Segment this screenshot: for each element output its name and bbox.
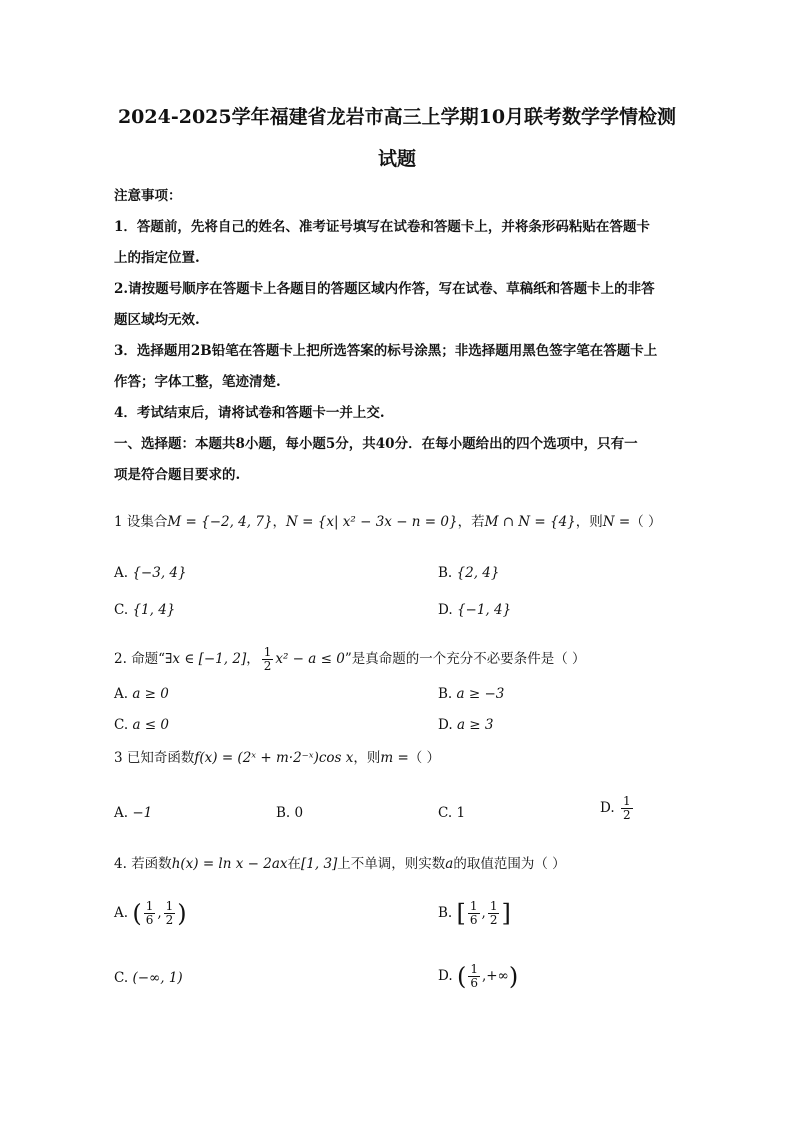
option-d <box>438 600 511 620</box>
bracket: ) <box>177 899 187 928</box>
question-3 <box>114 748 440 768</box>
option-label: C. <box>114 602 129 618</box>
question-text: 已知奇函数 <box>126 750 195 766</box>
notice-item-1a: 1．答题前，先将自己的姓名、准考证号填写在试卷和答题卡上，并将条形码粘贴在答题卡 <box>114 219 650 235</box>
option-b <box>276 803 303 823</box>
question-number: 2. <box>114 651 127 667</box>
condition: M ∩ N = {4} <box>484 514 576 530</box>
option-label: A. <box>114 905 129 921</box>
option-d <box>438 715 493 735</box>
answer-paren: （ ） <box>408 750 441 766</box>
option-value: −1 <box>132 805 153 821</box>
option-c <box>438 803 465 823</box>
option-value: a ≥ −3 <box>456 686 505 702</box>
expr: x² − a ≤ 0 <box>275 651 345 667</box>
set-m: M = {−2, 4, 7} <box>167 514 273 530</box>
option-a <box>114 900 187 927</box>
option-d <box>600 795 635 822</box>
question-number: 3 <box>114 750 123 766</box>
option-value: {−3, 4} <box>132 565 187 581</box>
option-label: B. <box>438 686 453 702</box>
option-label: D. <box>438 717 453 733</box>
question-1 <box>114 512 662 532</box>
expr: h(x) = ln x − 2ax <box>171 856 288 872</box>
fraction: $\frac{1}{2}$ <box>165 899 174 927</box>
question-text: 若函数 <box>131 856 172 872</box>
option-c <box>114 715 169 735</box>
option-value: (−∞, 1) <box>132 970 183 986</box>
question-text: 命题“ <box>131 651 166 667</box>
exam-title-line1: 2024-2025学年福建省龙岩市高三上学期10月联考数学学情检测 <box>117 106 677 128</box>
question-number: 4. <box>114 856 127 872</box>
separator: ,+∞ <box>481 968 509 984</box>
option-value: 1 <box>456 805 466 821</box>
question-text: 在 <box>287 856 301 872</box>
interval: [1, 3] <box>301 856 338 872</box>
question-number: 1 <box>114 514 123 530</box>
fraction: $\frac{1}{2}$ <box>263 645 272 673</box>
option-value: {−1, 4} <box>456 602 512 618</box>
section1-line1: 一、选择题：本题共8小题，每小题5分，共40分．在每小题给出的四个选项中，只有一 <box>114 436 638 452</box>
set-n: N = {x| x² − 3x − n = 0} <box>286 514 458 530</box>
exam-title-line2: 试题 <box>377 148 416 170</box>
section1-line2: 项是符合题目要求的. <box>114 467 241 483</box>
option-label: B. <box>438 565 453 581</box>
question-2 <box>114 646 586 673</box>
fraction: $\frac{1}{6}$ <box>145 899 154 927</box>
option-c <box>114 600 175 620</box>
option-value: {1, 4} <box>132 602 176 618</box>
option-label: D. <box>438 968 453 984</box>
separator: , <box>481 905 486 921</box>
option-c <box>114 968 183 988</box>
bracket: ( <box>456 962 467 991</box>
option-label: C. <box>114 970 129 986</box>
option-value: 0 <box>294 805 304 821</box>
notice-item-3b: 作答；字体工整，笔迹清楚. <box>114 374 281 390</box>
option-label: D. <box>438 602 453 618</box>
option-b <box>438 684 504 704</box>
notice-item-1b: 上的指定位置. <box>114 250 200 266</box>
fraction: $\frac{1}{2}$ <box>622 794 631 822</box>
question-text: ，则 <box>575 514 603 530</box>
option-a <box>114 684 169 704</box>
option-label: D. <box>600 800 615 816</box>
option-value: a ≥ 3 <box>456 717 494 733</box>
question-text: 上不单调，则实数 <box>337 856 446 872</box>
fraction: $\frac{1}{2}$ <box>489 899 498 927</box>
option-label: B. <box>438 905 453 921</box>
bracket: ] <box>501 899 511 928</box>
option-label: A. <box>114 686 129 702</box>
question-text: ，则 <box>353 750 381 766</box>
option-a <box>114 563 187 583</box>
question-text: ，若 <box>457 514 485 530</box>
ask: N = <box>602 514 631 530</box>
text-comma: ， <box>272 514 287 530</box>
notice-item-3a: 3．选择题用2B铅笔在答题卡上把所选答案的标号涂黑；非选择题用黑色签字笔在答题卡上 <box>114 343 658 359</box>
ask: m = <box>380 750 409 766</box>
bracket: ( <box>132 899 142 928</box>
option-label: B. <box>276 805 291 821</box>
option-label: A. <box>114 805 129 821</box>
fraction: $\frac{1}{6}$ <box>470 962 478 990</box>
question-text: 的取值范围为（ ） <box>453 856 566 872</box>
answer-paren: （ ） <box>630 514 662 530</box>
option-label: C. <box>114 717 129 733</box>
bracket: ) <box>508 962 519 991</box>
bracket: [ <box>456 899 466 928</box>
option-value: a ≥ 0 <box>132 686 169 702</box>
option-b <box>438 900 511 927</box>
option-label: C. <box>438 805 453 821</box>
expr: f(x) = (2ˣ + m·2⁻ˣ)cos x <box>194 750 354 766</box>
variable: a <box>445 856 454 872</box>
notice-item-2b: 题区域均无效. <box>114 312 200 328</box>
separator: , <box>157 905 162 921</box>
question-text: 设集合 <box>126 514 168 530</box>
notice-item-2a: 2.请按题号顺序在答题卡上各题目的答题区域内作答，写在试卷、草稿纸和答题卡上的非答 <box>114 281 655 297</box>
notice-heading: 注意事项： <box>114 188 182 204</box>
option-b <box>438 563 499 583</box>
option-value: {2, 4} <box>456 565 500 581</box>
text-comma: ， <box>246 651 260 667</box>
option-a <box>114 803 152 823</box>
option-label: A. <box>114 565 129 581</box>
option-value: a ≤ 0 <box>132 717 169 733</box>
question-text: ”是真命题的一个充分不必要条件是（ ） <box>344 651 586 667</box>
expr: ∃x ∈ [−1, 2] <box>165 651 247 667</box>
option-d <box>438 963 518 990</box>
fraction: $\frac{1}{6}$ <box>469 899 478 927</box>
notice-item-4: 4．考试结束后，请将试卷和答题卡一并上交. <box>114 405 385 421</box>
question-4 <box>114 854 566 874</box>
